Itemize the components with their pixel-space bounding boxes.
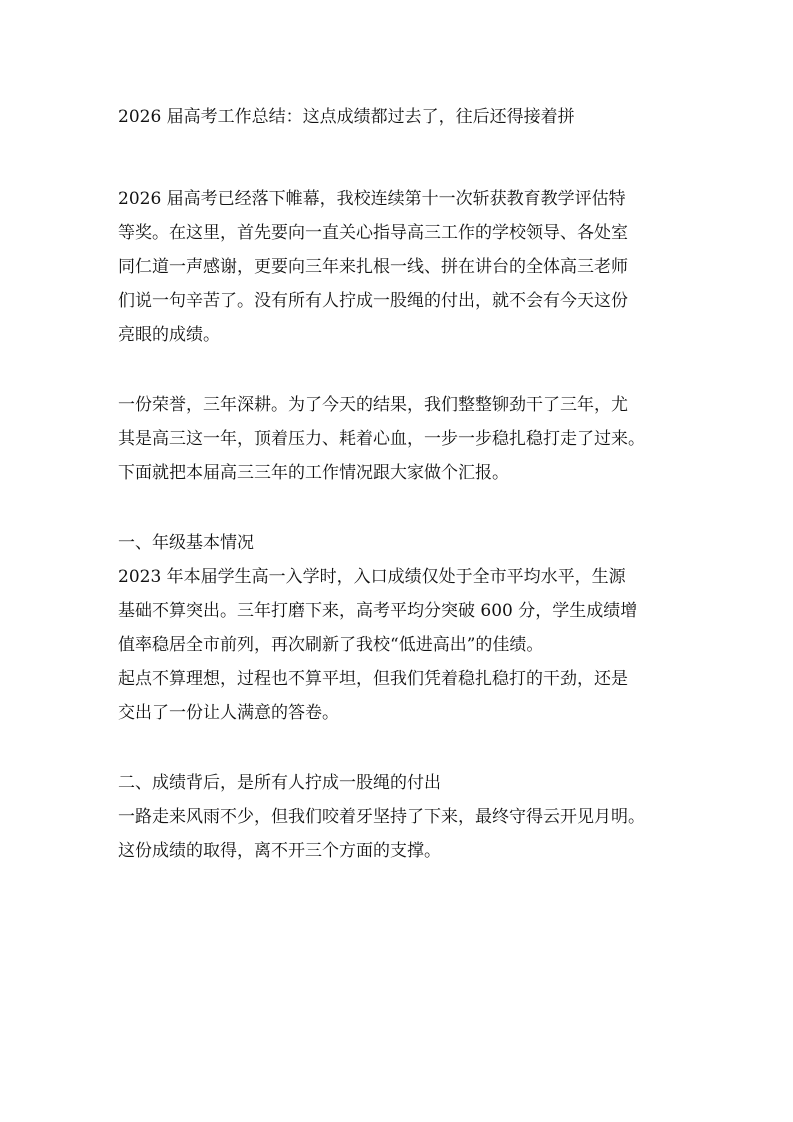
paragraph-line: 2026 届高考已经落下帷幕，我校连续第十一次斩获教育教学评估特 <box>118 189 626 209</box>
paragraph-line: 亮眼的成绩。 <box>118 325 220 345</box>
section-heading: 一、年级基本情况 <box>118 533 254 553</box>
paragraph-line: 2023 年本届学生高一入学时，入口成绩仅处于全市平均水平，生源 <box>118 567 626 587</box>
section-heading: 二、成绩背后，是所有人拧成一股绳的付出 <box>118 773 441 793</box>
paragraph-line: 们说一句辛苦了。没有所有人拧成一股绳的付出，就不会有今天这份 <box>118 291 628 311</box>
intro-paragraph <box>118 182 678 352</box>
section-effort <box>118 766 678 868</box>
paragraph-line: 等奖。在这里，首先要向一直关心指导高三工作的学校领导、各处室 <box>118 223 628 243</box>
paragraph-line: 其是高三这一年，顶着压力、耗着心血，一步一步稳扎稳打走了过来。 <box>118 429 645 449</box>
section-grade-overview <box>118 526 678 730</box>
paragraph-line: 下面就把本届高三三年的工作情况跟大家做个汇报。 <box>118 463 509 483</box>
document-body <box>118 100 678 868</box>
paragraph-line: 基础不算突出。三年打磨下来，高考平均分突破 600 分，学生成绩增 <box>118 601 638 621</box>
paragraph-line: 一路走来风雨不少，但我们咬着牙坚持了下来，最终守得云开见月明。 <box>118 807 645 827</box>
paragraph-line: 一份荣誉，三年深耕。为了今天的结果，我们整整铆劲干了三年，尤 <box>118 395 628 415</box>
paragraph-line: 交出了一份让人满意的答卷。 <box>118 703 339 723</box>
paragraph-line: 值率稳居全市前列，再次刷新了我校“低进高出”的佳绩。 <box>118 635 544 655</box>
paragraph-line: 这份成绩的取得，离不开三个方面的支撑。 <box>118 841 441 861</box>
document-title: 2026 届高考工作总结：这点成绩都过去了，往后还得接着拼 <box>118 107 575 127</box>
paragraph-line: 起点不算理想，过程也不算平坦，但我们凭着稳扎稳打的干劲，还是 <box>118 669 628 689</box>
summary-paragraph <box>118 388 678 490</box>
paragraph-line: 同仁道一声感谢，更要向三年来扎根一线、拼在讲台的全体高三老师 <box>118 257 628 277</box>
